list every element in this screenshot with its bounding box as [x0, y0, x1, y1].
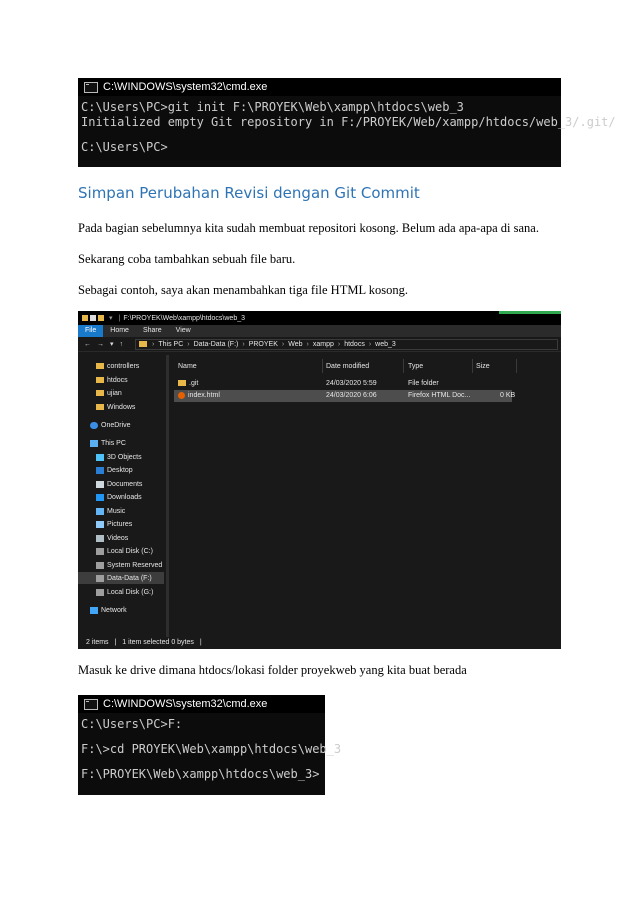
nav-label: 3D Objects [107, 453, 142, 461]
file-size: 0 KB [500, 392, 516, 399]
nav-label: Network [101, 606, 127, 614]
file-row[interactable] [174, 378, 512, 390]
drive-icon [96, 589, 104, 596]
nav-item-windows[interactable] [96, 401, 135, 413]
cmd-title: C:\WINDOWS\system32\cmd.exe [103, 81, 268, 93]
breadcrumb-web3[interactable]: web_3 [375, 340, 396, 348]
forward-arrow-icon[interactable]: → [97, 340, 104, 348]
pictures-icon [96, 521, 104, 528]
nav-scrollbar[interactable] [166, 355, 169, 637]
breadcrumb-proyek[interactable]: PROYEK [248, 340, 278, 348]
chevron-right-icon: › [152, 340, 155, 348]
quick-access-chevron-icon[interactable]: ▾ [109, 315, 113, 322]
cmd-window-2 [78, 695, 342, 795]
cmd-icon [84, 699, 98, 710]
nav-label: OneDrive [101, 421, 131, 429]
nav-item-local-disk-c[interactable] [96, 545, 153, 557]
paragraph: Pada bagian sebelumnya kita sudah membuat repositori kosong. Belum ada apa-apa di sana. [78, 221, 539, 235]
nav-item-network[interactable] [90, 604, 127, 616]
title-separator: | [118, 314, 121, 322]
cmd-line [78, 732, 325, 741]
cmd-line: Initialized empty Git repository in F:/PROYEK/Web/xampp/htdocs/web_3/.git/ [81, 115, 616, 129]
nav-item-desktop[interactable] [96, 464, 133, 476]
nav-label: Videos [107, 534, 129, 542]
column-divider [403, 359, 404, 373]
nav-item-system-reserved[interactable] [96, 559, 162, 571]
cmd-line: C:\Users\PC>F: [81, 717, 183, 731]
nav-label: Downloads [107, 493, 142, 501]
tab-share[interactable]: Share [142, 327, 162, 334]
nav-label: Documents [107, 480, 143, 488]
cmd-line: C:\Users\PC>git init F:\PROYEK\Web\xampp\htdocs\web_3 [81, 100, 464, 114]
folder-icon [96, 390, 104, 396]
nav-item-pictures[interactable] [96, 518, 132, 530]
chevron-right-icon: › [337, 340, 341, 348]
column-divider [516, 359, 517, 373]
cmd-line: C:\Users\PC> [81, 140, 168, 154]
music-icon [96, 508, 104, 515]
column-divider [322, 359, 323, 373]
cmd-title-bar [78, 695, 325, 713]
nav-item-this-pc[interactable] [90, 437, 126, 449]
status-selection: 1 item selected 0 bytes [122, 639, 194, 646]
nav-item-htdocs[interactable] [96, 374, 128, 386]
nav-label: Local Disk (G:) [107, 588, 154, 596]
nav-item-downloads[interactable] [96, 491, 142, 503]
desktop-icon [96, 467, 104, 474]
breadcrumb-htdocs[interactable]: htdocs [344, 340, 365, 348]
column-header-date[interactable]: Date modified [326, 363, 370, 370]
chevron-right-icon: › [242, 340, 245, 348]
tab-file[interactable]: File [78, 325, 103, 337]
nav-item-videos[interactable] [96, 532, 128, 544]
folder-icon [82, 315, 88, 321]
drive-icon [96, 575, 104, 582]
nav-label: System Reserved [107, 561, 163, 569]
accent-strip [499, 311, 561, 314]
nav-item-3d-objects[interactable] [96, 451, 142, 463]
cmd-title: C:\WINDOWS\system32\cmd.exe [103, 698, 268, 710]
folder-icon [178, 380, 186, 386]
breadcrumb-this-pc[interactable]: This PC [158, 340, 184, 348]
file-date: 24/03/2020 5:59 [326, 380, 377, 387]
network-icon [90, 607, 98, 614]
new-folder-icon[interactable] [98, 315, 104, 321]
nav-item-controllers[interactable] [96, 360, 139, 372]
status-bar [78, 637, 561, 649]
status-item-count: 2 items [86, 639, 109, 646]
chevron-right-icon: › [368, 340, 372, 348]
nav-label: htdocs [107, 376, 128, 384]
file-type: File folder [408, 380, 439, 387]
file-list [170, 355, 561, 637]
navigation-pane [78, 355, 166, 637]
nav-label: Local Disk (C:) [107, 547, 153, 555]
chevron-right-icon: › [281, 340, 285, 348]
paragraph: Masuk ke drive dimana htdocs/lokasi folder proyekweb yang kita buat berada [78, 663, 467, 677]
breadcrumb-data-drive[interactable]: Data-Data (F:) [193, 340, 239, 348]
nav-label: This PC [101, 439, 126, 447]
nav-item-music[interactable] [96, 505, 125, 517]
file-name: .git [189, 380, 199, 387]
drive-icon [96, 562, 104, 569]
section-heading: Simpan Perubahan Revisi dengan Git Commit [78, 184, 420, 202]
status-separator: | [114, 639, 117, 646]
nav-item-documents[interactable] [96, 478, 142, 490]
nav-item-ujian[interactable] [96, 387, 122, 399]
file-name: index.html [188, 392, 220, 399]
nav-label: Desktop [107, 466, 133, 474]
nav-label: Music [107, 507, 126, 515]
cmd-title-bar [78, 78, 561, 96]
breadcrumb-xampp[interactable]: xampp [312, 340, 334, 348]
column-header-name[interactable]: Name [178, 363, 197, 370]
tab-view[interactable]: View [175, 327, 191, 334]
documents-icon [96, 481, 104, 488]
column-header-type[interactable]: Type [408, 363, 424, 370]
breadcrumb-web[interactable]: Web [288, 340, 303, 348]
download-icon [96, 494, 104, 501]
folder-icon [139, 341, 147, 347]
recent-chevron-icon[interactable]: ▾ [110, 341, 114, 348]
folder-icon [96, 377, 104, 383]
file-type: Firefox HTML Doc... [408, 392, 471, 399]
column-divider [472, 359, 473, 373]
nav-label: Pictures [107, 520, 133, 528]
nav-item-onedrive[interactable] [90, 419, 131, 431]
nav-label: ujian [107, 389, 122, 397]
cloud-icon [90, 422, 98, 429]
ribbon-tabs [78, 325, 561, 337]
properties-icon[interactable] [90, 315, 96, 321]
folder-icon [96, 363, 104, 369]
cmd-icon [84, 82, 98, 93]
column-header-size[interactable]: Size [476, 363, 490, 370]
cube-icon [96, 454, 104, 461]
videos-icon [96, 535, 104, 542]
back-arrow-icon[interactable]: ← [84, 340, 91, 348]
up-arrow-icon[interactable]: ↑ [119, 340, 124, 348]
address-bar[interactable] [135, 339, 558, 350]
tab-home[interactable]: Home [110, 327, 129, 334]
cmd-line: F:\PROYEK\Web\xampp\htdocs\web_3> [81, 767, 320, 781]
computer-icon [90, 440, 98, 447]
status-separator: | [199, 639, 202, 646]
cmd-line [78, 757, 325, 766]
explorer-title: F:\PROYEK\Web\xampp\htdocs\web_3 [123, 314, 245, 322]
firefox-icon [178, 392, 185, 399]
drive-icon [96, 548, 104, 555]
chevron-right-icon: › [306, 340, 309, 348]
cmd-line [78, 130, 561, 140]
paragraph: Sebagai contoh, saya akan menambahkan tiga file HTML kosong. [78, 283, 408, 297]
nav-item-local-disk-g[interactable] [96, 586, 153, 598]
nav-item-data-drive[interactable] [78, 572, 164, 584]
folder-icon [96, 404, 104, 410]
cmd-window-1 [78, 78, 616, 167]
nav-label: Windows [107, 403, 136, 411]
address-bar-row [78, 337, 561, 352]
nav-label: controllers [107, 362, 140, 370]
file-row[interactable] [174, 390, 516, 402]
cmd-line: F:\>cd PROYEK\Web\xampp\htdocs\web_3 [81, 742, 342, 756]
file-explorer-window [78, 311, 561, 649]
explorer-title-bar [78, 311, 561, 325]
file-date: 24/03/2020 6:06 [326, 392, 377, 399]
paragraph: Sekarang coba tambahkan sebuah file baru. [78, 252, 296, 266]
nav-label: Data-Data (F:) [107, 574, 152, 582]
chevron-right-icon: › [187, 340, 190, 348]
